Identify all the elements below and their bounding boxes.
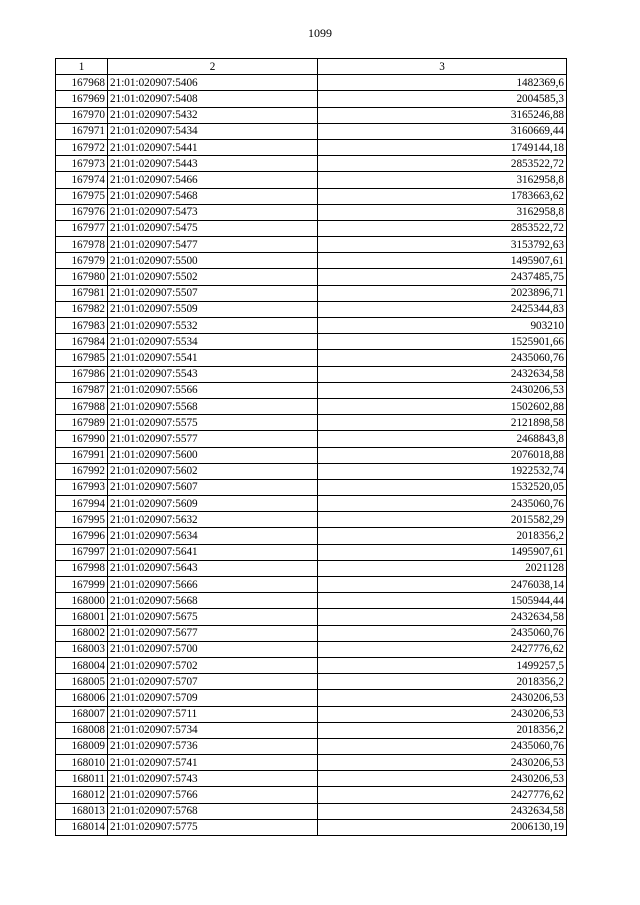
- value-cell: 3162958,8: [318, 204, 567, 220]
- row-number-cell: 167986: [56, 366, 108, 382]
- table-row: [56, 463, 567, 479]
- cadastral-number-cell: 21:01:020907:5441: [108, 139, 318, 155]
- table-row: [56, 204, 567, 220]
- row-number-cell: 168004: [56, 657, 108, 673]
- table-row: [56, 350, 567, 366]
- page-number: 1099: [308, 26, 332, 40]
- table-row: [56, 560, 567, 576]
- row-number-cell: 167997: [56, 544, 108, 560]
- table-row: [56, 75, 567, 91]
- row-number-cell: 167981: [56, 285, 108, 301]
- cadastral-number-cell: 21:01:020907:5641: [108, 544, 318, 560]
- table-row: [56, 91, 567, 107]
- table-row: [56, 577, 567, 593]
- data-table: [55, 58, 567, 836]
- row-number-cell: 167995: [56, 512, 108, 528]
- row-number-cell: 167971: [56, 123, 108, 139]
- cadastral-number-cell: 21:01:020907:5432: [108, 107, 318, 123]
- row-number-cell: 167973: [56, 156, 108, 172]
- value-cell: 2432634,58: [318, 803, 567, 819]
- value-cell: 2432634,58: [318, 609, 567, 625]
- header-row: [56, 59, 567, 75]
- value-cell: 2121898,58: [318, 415, 567, 431]
- value-cell: 2430206,53: [318, 755, 567, 771]
- value-cell: 2006130,19: [318, 819, 567, 835]
- row-number-cell: 168006: [56, 690, 108, 706]
- cadastral-number-cell: 21:01:020907:5475: [108, 220, 318, 236]
- table-row: [56, 722, 567, 738]
- value-cell: 2437485,75: [318, 269, 567, 285]
- cadastral-number-cell: 21:01:020907:5707: [108, 674, 318, 690]
- cadastral-number-cell: 21:01:020907:5600: [108, 447, 318, 463]
- row-number-cell: 168000: [56, 593, 108, 609]
- value-cell: 1499257,5: [318, 657, 567, 673]
- table-row: [56, 641, 567, 657]
- row-number-cell: 168008: [56, 722, 108, 738]
- value-cell: 2468843,8: [318, 431, 567, 447]
- table-header: [56, 59, 567, 75]
- cadastral-number-cell: 21:01:020907:5607: [108, 479, 318, 495]
- value-cell: 2853522,72: [318, 220, 567, 236]
- table-row: [56, 512, 567, 528]
- row-number-cell: 167975: [56, 188, 108, 204]
- value-cell: 2004585,3: [318, 91, 567, 107]
- table-row: [56, 285, 567, 301]
- value-cell: 1505944,44: [318, 593, 567, 609]
- cadastral-number-cell: 21:01:020907:5443: [108, 156, 318, 172]
- table-row: [56, 253, 567, 269]
- value-cell: 2427776,62: [318, 641, 567, 657]
- cadastral-number-cell: 21:01:020907:5609: [108, 496, 318, 512]
- value-cell: 903210: [318, 318, 567, 334]
- table-row: [56, 172, 567, 188]
- table-row: [56, 237, 567, 253]
- cadastral-number-cell: 21:01:020907:5408: [108, 91, 318, 107]
- cadastral-number-cell: 21:01:020907:5577: [108, 431, 318, 447]
- value-cell: 2021128: [318, 560, 567, 576]
- table-row: [56, 544, 567, 560]
- table-row: [56, 188, 567, 204]
- value-cell: 2427776,62: [318, 787, 567, 803]
- table-row: [56, 738, 567, 754]
- cadastral-number-cell: 21:01:020907:5741: [108, 755, 318, 771]
- row-number-cell: 167985: [56, 350, 108, 366]
- table-row: [56, 771, 567, 787]
- row-number-cell: 167982: [56, 301, 108, 317]
- value-cell: 2430206,53: [318, 382, 567, 398]
- row-number-cell: 167987: [56, 382, 108, 398]
- value-cell: 2430206,53: [318, 706, 567, 722]
- table-row: [56, 269, 567, 285]
- row-number-cell: 167978: [56, 237, 108, 253]
- table-row: [56, 318, 567, 334]
- cadastral-number-cell: 21:01:020907:5534: [108, 334, 318, 350]
- row-number-cell: 167991: [56, 447, 108, 463]
- value-cell: 2435060,76: [318, 738, 567, 754]
- column-header-1: 1: [56, 59, 108, 75]
- value-cell: 1749144,18: [318, 139, 567, 155]
- cadastral-number-cell: 21:01:020907:5643: [108, 560, 318, 576]
- cadastral-number-cell: 21:01:020907:5675: [108, 609, 318, 625]
- cadastral-number-cell: 21:01:020907:5500: [108, 253, 318, 269]
- row-number-cell: 168011: [56, 771, 108, 787]
- table-row: [56, 755, 567, 771]
- value-cell: 1783663,62: [318, 188, 567, 204]
- value-cell: 2076018,88: [318, 447, 567, 463]
- cadastral-number-cell: 21:01:020907:5406: [108, 75, 318, 91]
- table-row: [56, 690, 567, 706]
- cadastral-number-cell: 21:01:020907:5566: [108, 382, 318, 398]
- table-row: [56, 107, 567, 123]
- value-cell: 3165246,88: [318, 107, 567, 123]
- cadastral-number-cell: 21:01:020907:5532: [108, 318, 318, 334]
- table-row: [56, 220, 567, 236]
- table-row: [56, 479, 567, 495]
- table-row: [56, 334, 567, 350]
- table-row: [56, 366, 567, 382]
- row-number-cell: 168005: [56, 674, 108, 690]
- cadastral-number-cell: 21:01:020907:5734: [108, 722, 318, 738]
- table-row: [56, 431, 567, 447]
- table-row: [56, 609, 567, 625]
- table-row: [56, 706, 567, 722]
- row-number-cell: 168009: [56, 738, 108, 754]
- value-cell: 2018356,2: [318, 674, 567, 690]
- table-row: [56, 593, 567, 609]
- table-row: [56, 415, 567, 431]
- value-cell: 2435060,76: [318, 350, 567, 366]
- value-cell: 2430206,53: [318, 771, 567, 787]
- cadastral-number-cell: 21:01:020907:5702: [108, 657, 318, 673]
- cadastral-number-cell: 21:01:020907:5466: [108, 172, 318, 188]
- cadastral-number-cell: 21:01:020907:5743: [108, 771, 318, 787]
- row-number-cell: 167976: [56, 204, 108, 220]
- row-number-cell: 167993: [56, 479, 108, 495]
- value-cell: 1922532,74: [318, 463, 567, 479]
- row-number-cell: 167984: [56, 334, 108, 350]
- cadastral-number-cell: 21:01:020907:5766: [108, 787, 318, 803]
- row-number-cell: 167992: [56, 463, 108, 479]
- cadastral-number-cell: 21:01:020907:5502: [108, 269, 318, 285]
- row-number-cell: 168013: [56, 803, 108, 819]
- cadastral-number-cell: 21:01:020907:5632: [108, 512, 318, 528]
- value-cell: 1525901,66: [318, 334, 567, 350]
- value-cell: 2435060,76: [318, 496, 567, 512]
- cadastral-number-cell: 21:01:020907:5575: [108, 415, 318, 431]
- row-number-cell: 167989: [56, 415, 108, 431]
- table-row: [56, 398, 567, 414]
- cadastral-number-cell: 21:01:020907:5775: [108, 819, 318, 835]
- cadastral-number-cell: 21:01:020907:5434: [108, 123, 318, 139]
- cadastral-number-cell: 21:01:020907:5568: [108, 398, 318, 414]
- cadastral-number-cell: 21:01:020907:5507: [108, 285, 318, 301]
- cadastral-number-cell: 21:01:020907:5602: [108, 463, 318, 479]
- row-number-cell: 167996: [56, 528, 108, 544]
- row-number-cell: 167998: [56, 560, 108, 576]
- value-cell: 2425344,83: [318, 301, 567, 317]
- value-cell: 3153792,63: [318, 237, 567, 253]
- cadastral-number-cell: 21:01:020907:5543: [108, 366, 318, 382]
- table-row: [56, 156, 567, 172]
- value-cell: 3162958,8: [318, 172, 567, 188]
- table-row: [56, 496, 567, 512]
- table-row: [56, 625, 567, 641]
- cadastral-number-cell: 21:01:020907:5677: [108, 625, 318, 641]
- table-row: [56, 123, 567, 139]
- row-number-cell: 167994: [56, 496, 108, 512]
- cadastral-number-cell: 21:01:020907:5509: [108, 301, 318, 317]
- cadastral-number-cell: 21:01:020907:5541: [108, 350, 318, 366]
- value-cell: 1532520,05: [318, 479, 567, 495]
- row-number-cell: 167999: [56, 577, 108, 593]
- value-cell: 2432634,58: [318, 366, 567, 382]
- row-number-cell: 167974: [56, 172, 108, 188]
- row-number-cell: 168007: [56, 706, 108, 722]
- row-number-cell: 167990: [56, 431, 108, 447]
- cadastral-number-cell: 21:01:020907:5768: [108, 803, 318, 819]
- row-number-cell: 167980: [56, 269, 108, 285]
- cadastral-number-cell: 21:01:020907:5477: [108, 237, 318, 253]
- value-cell: 2018356,2: [318, 722, 567, 738]
- column-header-2: 2: [108, 59, 318, 75]
- table-row: [56, 301, 567, 317]
- cadastral-number-cell: 21:01:020907:5468: [108, 188, 318, 204]
- value-cell: 1482369,6: [318, 75, 567, 91]
- table-row: [56, 787, 567, 803]
- cadastral-number-cell: 21:01:020907:5634: [108, 528, 318, 544]
- value-cell: 2430206,53: [318, 690, 567, 706]
- value-cell: 1502602,88: [318, 398, 567, 414]
- row-number-cell: 167977: [56, 220, 108, 236]
- value-cell: 2018356,2: [318, 528, 567, 544]
- table-row: [56, 803, 567, 819]
- row-number-cell: 168003: [56, 641, 108, 657]
- row-number-cell: 167969: [56, 91, 108, 107]
- row-number-cell: 167972: [56, 139, 108, 155]
- value-cell: 1495907,61: [318, 544, 567, 560]
- cadastral-number-cell: 21:01:020907:5709: [108, 690, 318, 706]
- table-row: [56, 528, 567, 544]
- table-row: [56, 657, 567, 673]
- value-cell: 2435060,76: [318, 625, 567, 641]
- value-cell: 2023896,71: [318, 285, 567, 301]
- row-number-cell: 168002: [56, 625, 108, 641]
- column-header-3: 3: [318, 59, 567, 75]
- cadastral-number-cell: 21:01:020907:5736: [108, 738, 318, 754]
- row-number-cell: 168001: [56, 609, 108, 625]
- row-number-cell: 168014: [56, 819, 108, 835]
- table-row: [56, 819, 567, 835]
- table-row: [56, 382, 567, 398]
- value-cell: 2015582,29: [318, 512, 567, 528]
- table-row: [56, 139, 567, 155]
- cadastral-number-cell: 21:01:020907:5473: [108, 204, 318, 220]
- value-cell: 3160669,44: [318, 123, 567, 139]
- row-number-cell: 167970: [56, 107, 108, 123]
- table-row: [56, 447, 567, 463]
- cadastral-number-cell: 21:01:020907:5711: [108, 706, 318, 722]
- row-number-cell: 168010: [56, 755, 108, 771]
- cadastral-number-cell: 21:01:020907:5700: [108, 641, 318, 657]
- value-cell: 2853522,72: [318, 156, 567, 172]
- row-number-cell: 167983: [56, 318, 108, 334]
- table-body: [56, 75, 567, 836]
- value-cell: 1495907,61: [318, 253, 567, 269]
- cadastral-number-cell: 21:01:020907:5668: [108, 593, 318, 609]
- row-number-cell: 167979: [56, 253, 108, 269]
- value-cell: 2476038,14: [318, 577, 567, 593]
- row-number-cell: 168012: [56, 787, 108, 803]
- table-row: [56, 674, 567, 690]
- cadastral-number-cell: 21:01:020907:5666: [108, 577, 318, 593]
- row-number-cell: 167968: [56, 75, 108, 91]
- row-number-cell: 167988: [56, 398, 108, 414]
